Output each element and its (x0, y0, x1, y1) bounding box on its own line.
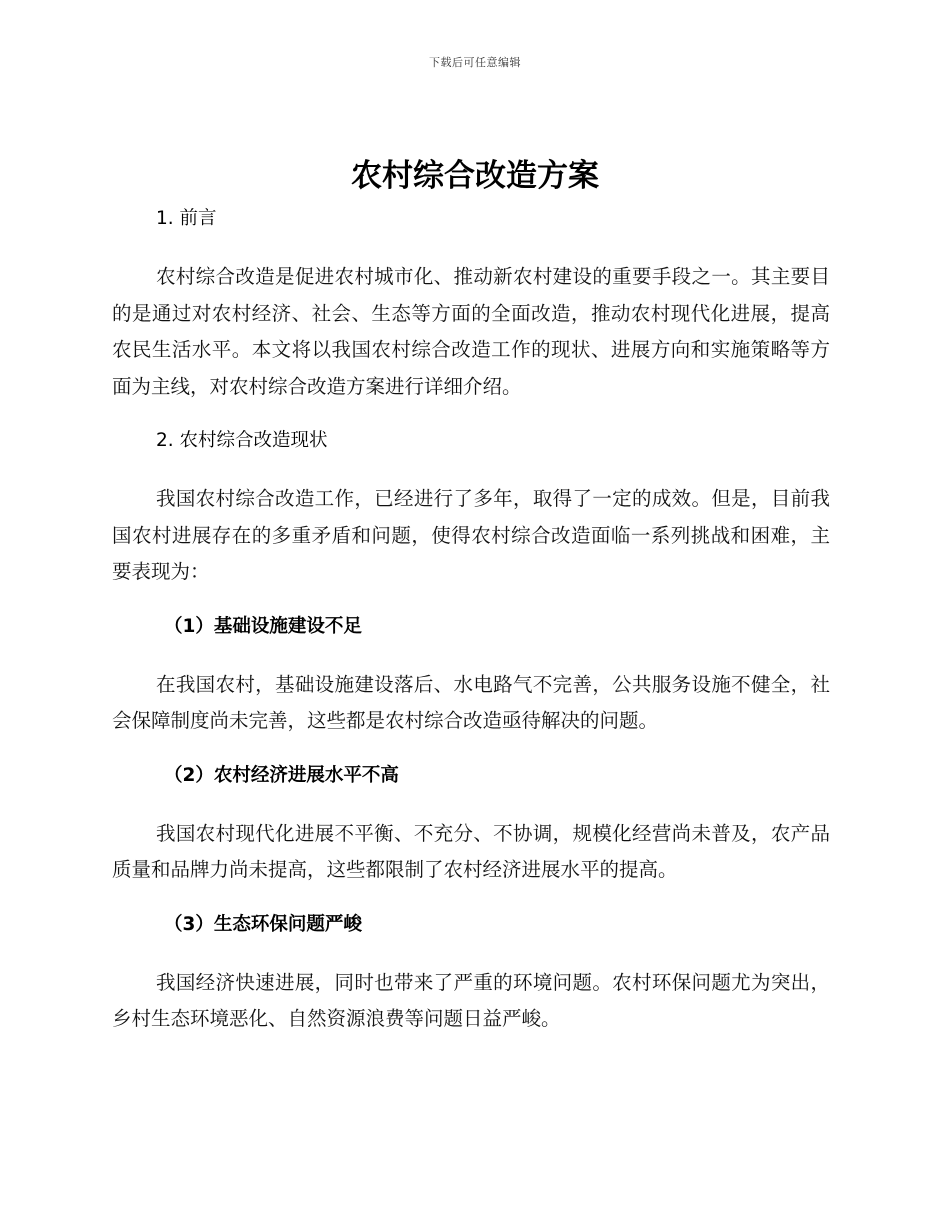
subheading-ecology: （3）生态环保问题严峻 (164, 913, 362, 935)
subheading-infrastructure: （1）基础设施建设不足 (164, 615, 362, 637)
document-title: 农村综合改造方案 (351, 158, 599, 194)
header-note: 下载后可任意编辑 (429, 56, 521, 69)
subheading-rural-economy: （2）农村经济进展水平不高 (164, 764, 399, 786)
paragraph-current-status: 我国农村综合改造工作，已经进行了多年，取得了一定的成效。但是，目前我国农村进展存在的多重矛盾和问题，使得农村综合改造面临一系列挑战和困难，主要表现为： (112, 487, 830, 583)
paragraph-ecology: 我国经济快速进展，同时也带来了严重的环境问题。农村环保问题尤为突出，乡村生态环境恶化、自然资源浪费等问题日益严峻。 (112, 970, 830, 1030)
document-body (112, 205, 830, 1038)
paragraph-rural-economy: 我国农村现代化进展不平衡、不充分、不协调，规模化经营尚未普及，农产品质量和品牌力尚未提高，这些都限制了农村经济进展水平的提高。 (112, 821, 830, 881)
section-heading-foreword: 1. 前言 (156, 208, 217, 229)
paragraph-infrastructure: 在我国农村，基础设施建设落后、水电路气不完善，公共服务设施不健全，社会保障制度尚未完善，这些都是农村综合改造亟待解决的问题。 (112, 672, 830, 732)
section-heading-current-status: 2. 农村综合改造现状 (156, 430, 328, 451)
paragraph-foreword: 农村综合改造是促进农村城市化、推动新农村建设的重要手段之一。其主要目的是通过对农村经济、社会、生态等方面的全面改造，推动农村现代化进展，提高农民生活水平。本文将以我国农村综合改造工作的现状、进展方向和实施策略等方面为主线，对农村综合改造方案进行详细介绍。 (112, 265, 830, 398)
